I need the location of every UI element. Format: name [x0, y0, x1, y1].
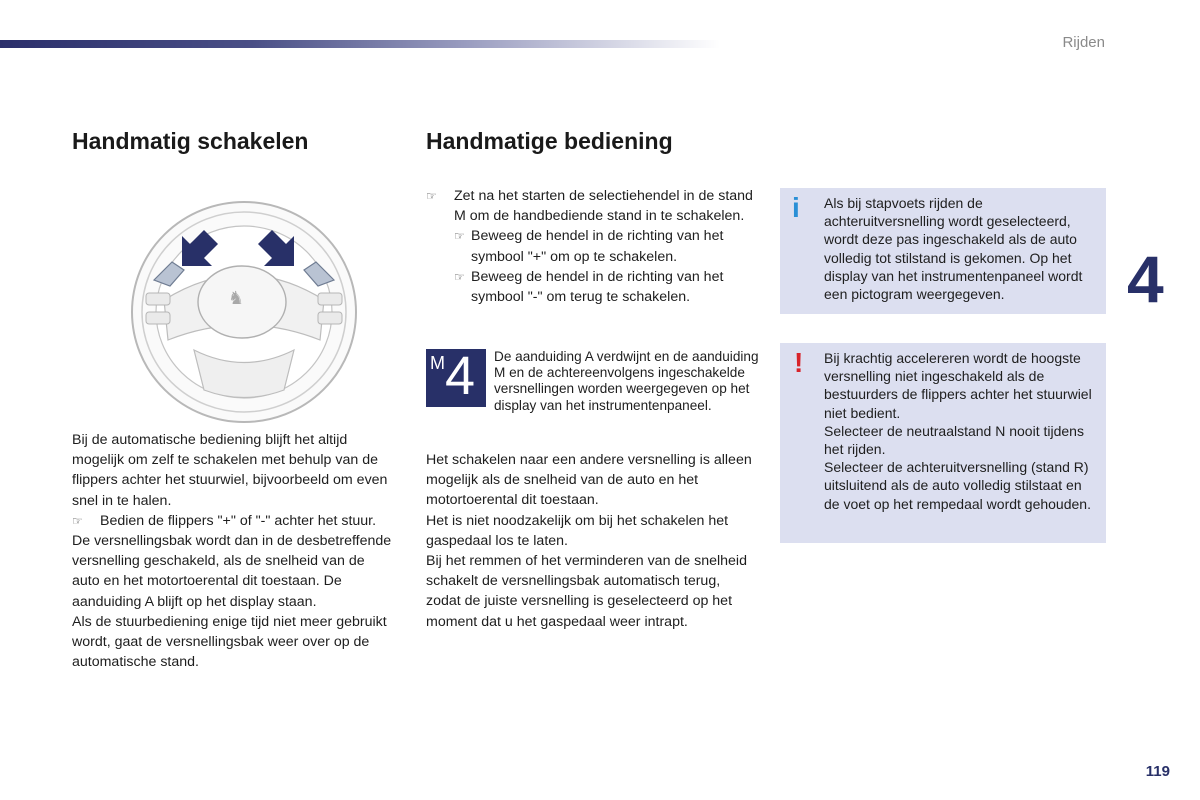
hand-pointer-icon: ☞ — [454, 269, 465, 284]
gear-display-block — [426, 349, 766, 449]
steering-wheel-illustration — [124, 190, 364, 430]
warning-icon: ! — [794, 347, 804, 378]
warning-note — [780, 343, 1106, 543]
left-text-block — [72, 430, 392, 672]
left-section-title: Handmatig schakelen — [72, 128, 309, 154]
middle-instructions — [426, 186, 756, 307]
info-note-text: Als bij stapvoets rijden de achteruitversnelling wordt geselecteerd, wordt deze pas ingeschakeld als de auto volledig tot stilstand is gekomen. Op het display van het instrumentenpaneel wordt een pictogram weergegeven. — [824, 195, 1083, 303]
hand-pointer-icon: ☞ — [72, 513, 83, 528]
header-gradient-bar — [0, 40, 720, 48]
middle-bullet: ☞ Zet na het starten de selectiehendel in de stand M om de handbediende stand in te schakelen. — [426, 188, 753, 225]
left-bullet: ☞ Bedien de flippers "+" of "-" achter het stuur. — [72, 511, 392, 531]
hand-pointer-icon: ☞ — [426, 189, 437, 203]
middle-sub-bullet: ☞ Beweeg de hendel in de richting van het symbool "+" om op te schakelen. — [454, 228, 724, 265]
info-note — [780, 188, 1106, 314]
gear-display-icon — [426, 349, 486, 407]
middle-sub-bullet: ☞ Beweeg de hendel in de richting van het symbool "-" om terug te schakelen. — [454, 268, 724, 306]
left-paragraph: De versnellingsbak wordt dan in de desbetreffende versnelling geschakeld, als de snelheid van de auto en het motortoerental dit toestaan. De aanduiding A blijft op het display staan. — [72, 533, 392, 610]
middle-text-block — [426, 450, 756, 632]
gear-number-label: 4 — [445, 349, 476, 406]
svg-text:♞: ♞ — [228, 288, 245, 309]
gear-display-text: De aanduiding A verdwijnt en de aanduiding M en de achtereenvolgens ingeschakelde versnellingen worden weergegeven op het display van het instrumentenpaneel. — [494, 349, 759, 413]
middle-paragraph: Het schakelen naar een andere versnelling is alleen mogelijk als de snelheid van de auto en het motortoerental dit toestaan. — [426, 452, 752, 509]
warning-note-text: Bij krachtig accelereren wordt de hoogste versnelling niet ingeschakeld als de bestuurders de flippers achter het stuurwiel niet bedient. Selecteer de neutraalstand N nooit tijdens het rijden. Selecteer de achteruitversnelling (stand R) uitsluitend als de auto volledig stilstaat en de voet op het rempedaal wordt gehouden. — [824, 350, 1092, 512]
left-paragraph: Bij de automatische bediening blijft het altijd mogelijk om zelf te schakelen met behulp van de flippers achter het stuurwiel, bijvoorbeeld om even snel in te halen. — [72, 432, 388, 509]
section-title: Rijden — [1062, 34, 1105, 51]
hand-pointer-icon: ☞ — [454, 229, 465, 244]
left-paragraph: Als de stuurbediening enige tijd niet meer gebruikt wordt, gaat de versnellingsbak weer over op de automatische stand. — [72, 613, 387, 671]
chapter-number: 4 — [1127, 242, 1164, 316]
middle-paragraph: Het is niet noodzakelijk om bij het schakelen het gaspedaal los te laten. — [426, 512, 729, 549]
gear-mode-label: M — [430, 353, 445, 373]
middle-section-title: Handmatige bediening — [426, 128, 673, 154]
info-icon: i — [792, 192, 800, 223]
middle-paragraph: Bij het remmen of het verminderen van de snelheid schakelt de versnellingsbak automatisch terug, zodat de juiste versnelling is geselecteerd op het moment dat u het gaspedaal weer intrapt. — [426, 553, 747, 630]
page-number: 119 — [1145, 763, 1170, 780]
